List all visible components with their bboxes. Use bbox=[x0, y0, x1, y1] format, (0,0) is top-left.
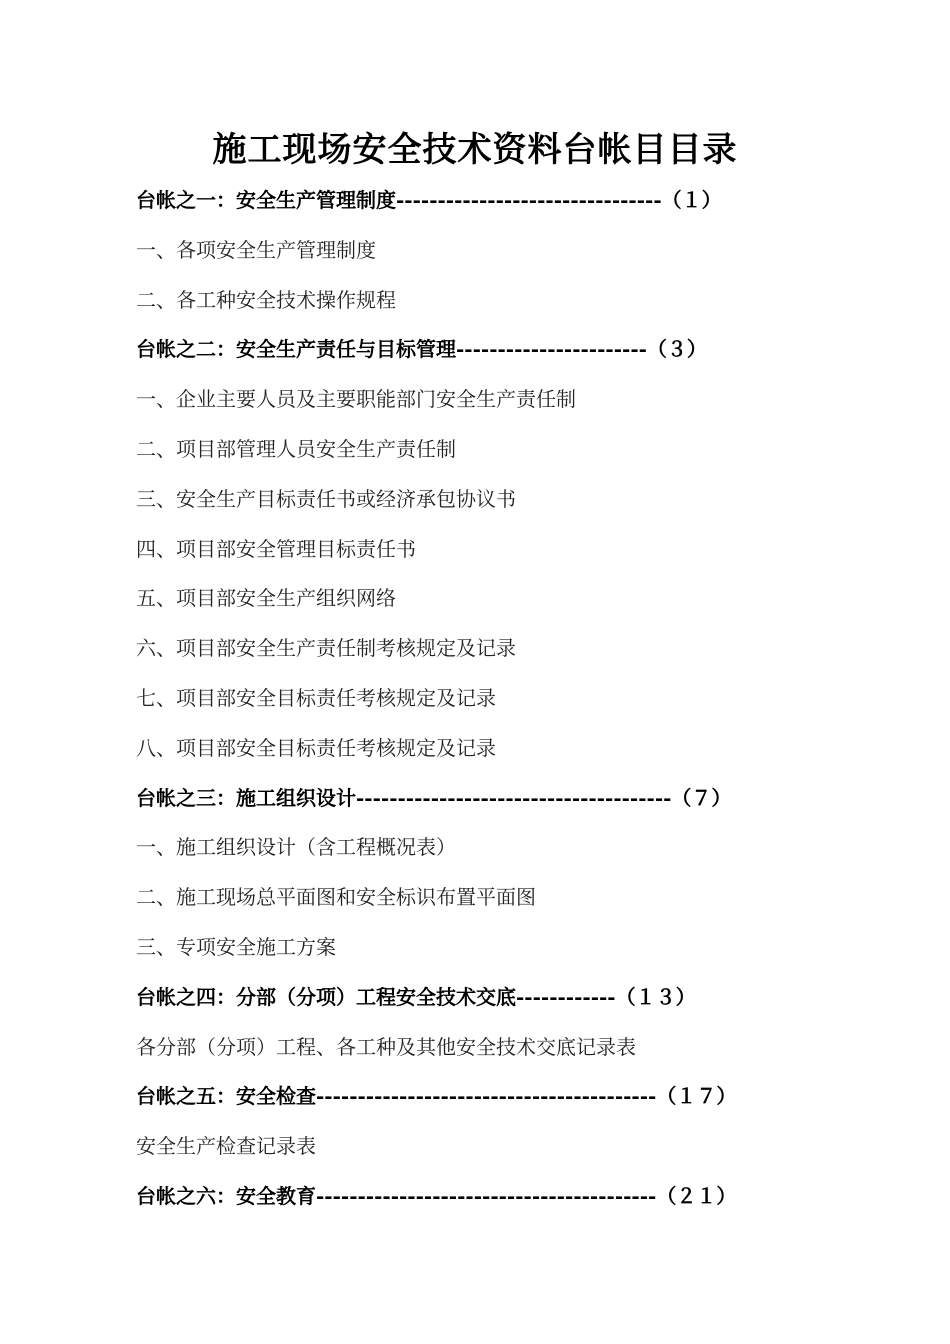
toc-item: 安全生产检查记录表 bbox=[136, 1134, 316, 1159]
toc-section-4: 台帐之四：分部（分项）工程安全技术交底------------（１３） bbox=[136, 984, 696, 1009]
toc-item: 六、项目部安全生产责任制考核规定及记录 bbox=[136, 636, 516, 661]
toc-section-1: 台帐之一：安全生产管理制度--------------------------------（１） bbox=[136, 188, 722, 212]
toc-item: 二、项目部管理人员安全生产责任制 bbox=[136, 436, 456, 461]
toc-section-2: 台帐之二：安全生产责任与目标管理-----------------------（３） bbox=[136, 337, 707, 362]
toc-section-3: 台帐之三：施工组织设计--------------------------------------（７） bbox=[136, 785, 732, 810]
toc-item: 四、项目部安全管理目标责任书 bbox=[136, 536, 416, 561]
toc-item: 三、安全生产目标责任书或经济承包协议书 bbox=[136, 486, 516, 511]
toc-item: 二、施工现场总平面图和安全标识布置平面图 bbox=[136, 885, 536, 910]
toc-item: 二、各工种安全技术操作规程 bbox=[136, 287, 396, 312]
table-of-contents bbox=[136, 178, 836, 1224]
toc-item: 八、项目部安全目标责任考核规定及记录 bbox=[136, 735, 496, 760]
toc-section-5: 台帐之五：安全检查-----------------------------------------（１７） bbox=[136, 1084, 737, 1109]
page-title: 施工现场安全技术资料台帐目目录 bbox=[212, 130, 738, 170]
toc-item: 各分部（分项）工程、各工种及其他安全技术交底记录表 bbox=[136, 1034, 636, 1059]
toc-item: 一、施工组织设计（含工程概况表） bbox=[136, 835, 456, 860]
toc-item: 五、项目部安全生产组织网络 bbox=[136, 586, 396, 611]
toc-item: 一、企业主要人员及主要职能部门安全生产责任制 bbox=[136, 387, 576, 412]
toc-item: 七、项目部安全目标责任考核规定及记录 bbox=[136, 685, 496, 710]
toc-item: 一、各项安全生产管理制度 bbox=[136, 237, 376, 262]
toc-item: 三、专项安全施工方案 bbox=[136, 934, 336, 959]
toc-section-6: 台帐之六：安全教育-----------------------------------------（２１） bbox=[136, 1183, 737, 1208]
